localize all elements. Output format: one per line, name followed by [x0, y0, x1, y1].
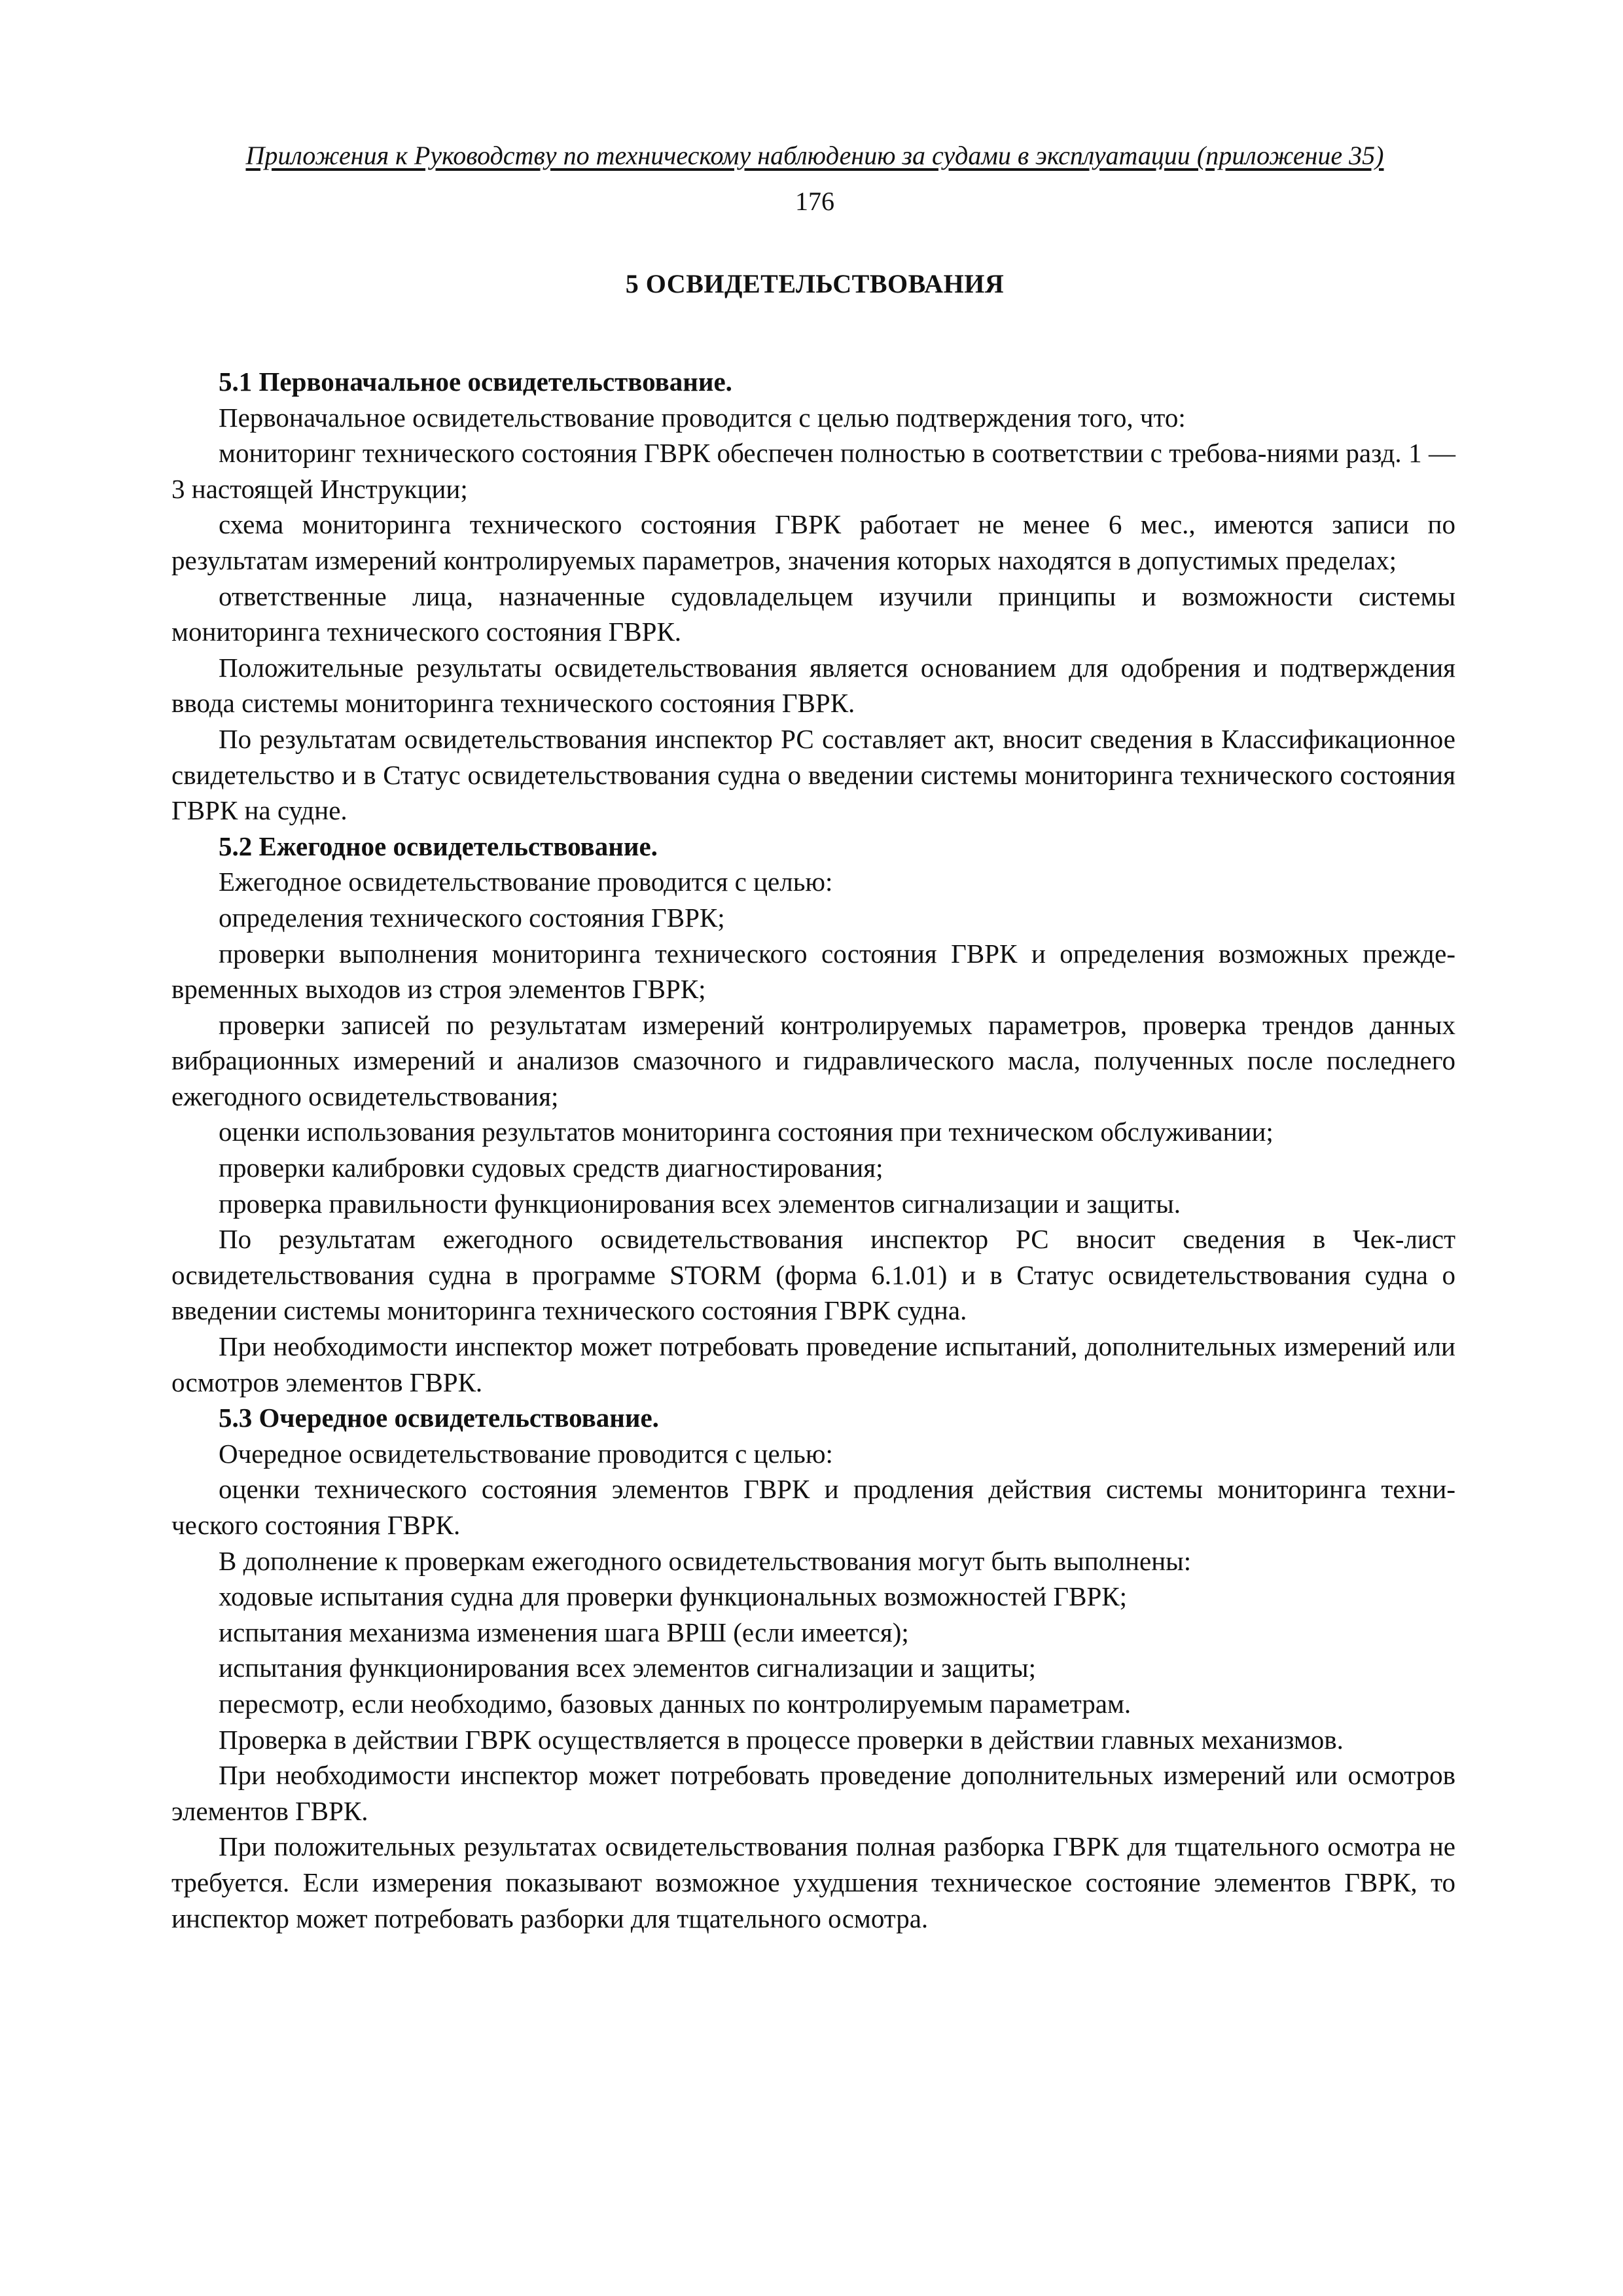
paragraph: В дополнение к проверкам ежегодного освидетельствования могут быть выполнены: [219, 1545, 1192, 1576]
subsection-heading: 5.1 Первоначальное освидетельствование. [219, 367, 732, 397]
section-title: 5 ОСВИДЕТЕЛЬСТВОВАНИЯ [625, 269, 1005, 298]
subsection-heading: 5.3 Очередное освидетельствование. [219, 1403, 659, 1433]
paragraph: При необходимости инспектор может потребовать проведение испытаний, дополнительных измерений или осмотров элементов ГВРК. [171, 1331, 1455, 1397]
paragraph: проверки калибровки судовых средств диагностирования; [219, 1153, 883, 1183]
subsection-heading: 5.2 Ежегодное освидетельствование. [219, 831, 658, 861]
paragraph: Очередное освидетельствование проводится с целью: [219, 1438, 833, 1469]
paragraph: мониторинг технического состояния ГВРК обеспечен полностью в соответствии с требова-ниями разд. 1 — 3 настоящей Инструкции; [171, 438, 1455, 504]
paragraph: Ежегодное освидетельствование проводится с целью: [219, 867, 833, 897]
paragraph: испытания функционирования всех элементов сигнализации и защиты; [219, 1653, 1036, 1683]
paragraph: При необходимости инспектор может потребовать проведение дополнительных измерений или осмотров элементов ГВРК. [171, 1760, 1455, 1826]
paragraph: пересмотр, если необходимо, базовых данных по контролируемым параметрам. [219, 1688, 1132, 1719]
paragraph: По результатам освидетельствования инспектор РС составляет акт, вносит сведения в Классификационное свидетельство и в Статус освидетельствования судна о введении системы мониторинга технического состояния ГВРК на судне. [171, 723, 1455, 826]
paragraph: испытания механизма изменения шага ВРШ (если имеется); [219, 1617, 909, 1647]
running-header: Приложения к Руководству по техническому наблюдению за судами в эксплуатации (приложение 35) [245, 141, 1384, 170]
paragraph: определения технического состояния ГВРК; [219, 902, 725, 933]
paragraph: оценки использования результатов мониторинга состояния при техническом обслуживании; [219, 1117, 1274, 1147]
paragraph: ходовые испытания судна для проверки функциональных возможностей ГВРК; [219, 1581, 1128, 1612]
paragraph: Первоначальное освидетельствование проводится с целью подтверждения того, что: [219, 402, 1186, 433]
page-number: 176 [795, 187, 834, 216]
paragraph: проверки выполнения мониторинга технического состояния ГВРК и определения возможных прежде-временных выходов из строя элементов ГВРК; [171, 938, 1455, 1005]
paragraph: Положительные результаты освидетельствования является основанием для одобрения и подтверждения ввода системы мониторинга технического состояния ГВРК. [171, 652, 1455, 719]
paragraph: оценки технического состояния элементов ГВРК и продления действия системы мониторинга техни-ческого состояния ГВРК. [171, 1474, 1455, 1540]
body-text [171, 364, 1455, 1936]
paragraph: Проверка в действии ГВРК осуществляется в процессе проверки в действии главных механизмов. [219, 1724, 1344, 1755]
paragraph: проверки записей по результатам измерений контролируемых параметров, проверка трендов данных вибрационных измерений и анализов смазочного и гидравлического масла, полученных после последнего ежегодного освидетельствования; [171, 1009, 1455, 1111]
paragraph: проверка правильности функционирования всех элементов сигнализации и защиты. [219, 1188, 1181, 1219]
paragraph: ответственные лица, назначенные судовладельцем изучили принципы и возможности системы мониторинга технического состояния ГВРК. [171, 581, 1455, 647]
paragraph: По результатам ежегодного освидетельствования инспектор РС вносит сведения в Чек-лист освидетельствования судна в программе STORM (форма 6.1.01) и в Статус освидетельствования судна о введении системы мониторинга технического состояния ГВРК судна. [171, 1224, 1455, 1326]
paragraph: При положительных результатах освидетельствования полная разборка ГВРК для тщательного осмотра не требуется. Если измерения показывают возможное ухудшения техническое состояние элементов ГВРК, то инспектор может потребовать разборки для тщательного осмотра. [171, 1831, 1455, 1933]
paragraph: схема мониторинга технического состояния ГВРК работает не менее 6 мес., имеются записи по результатам измерений контролируемых параметров, значения которых находятся в допустимых пределах; [171, 509, 1455, 575]
